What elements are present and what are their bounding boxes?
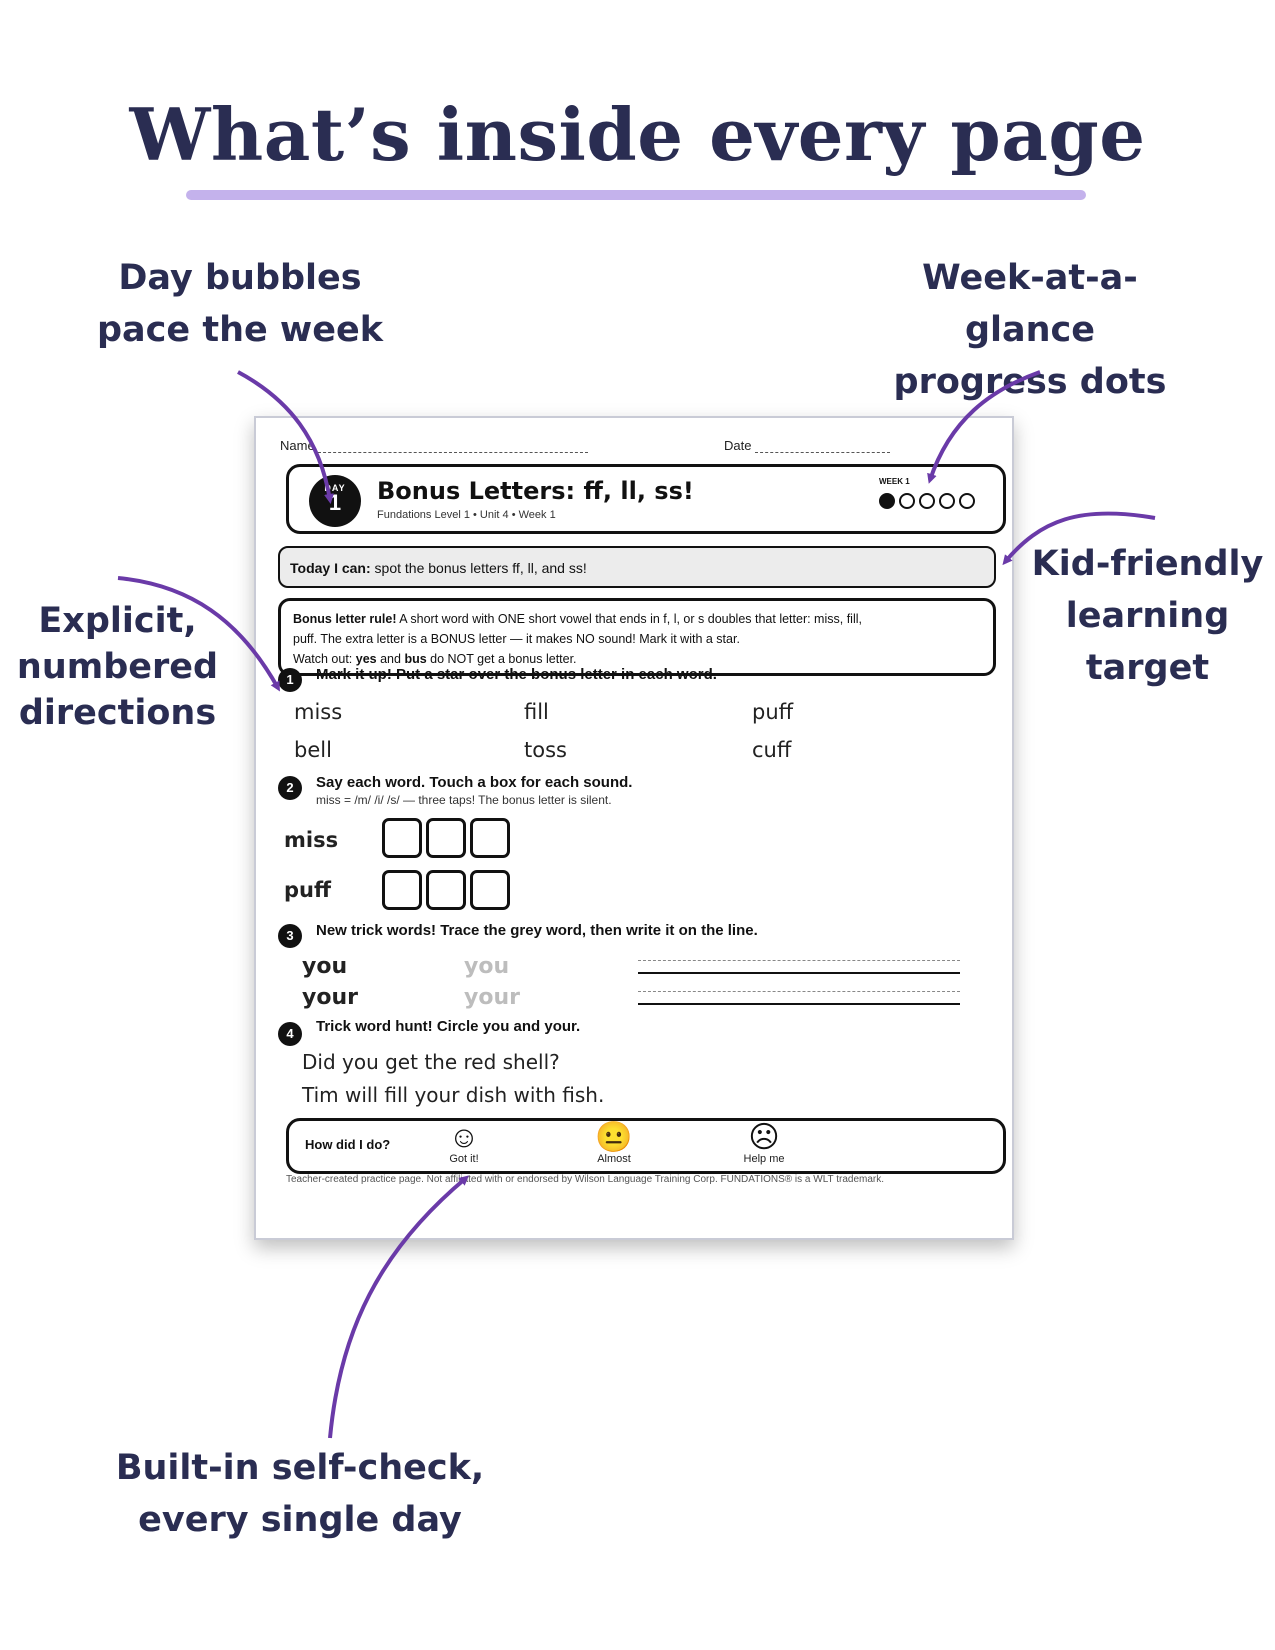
worksheet-subtitle: Fundations Level 1 • Unit 4 • Week 1 (377, 509, 556, 521)
word-item: puff (752, 700, 794, 724)
step-4-direction: Trick word hunt! Circle you and your. (316, 1018, 581, 1035)
rule-line-2: puff. The extra letter is a BONUS letter — it makes NO sound! Mark it with a star. (293, 632, 740, 646)
rule-word-bus: bus (404, 652, 427, 666)
day-label: DAY (324, 483, 346, 493)
step-2-note: miss = /m/ /i/ /s/ — three taps! The bonus letter is silent. (316, 793, 612, 807)
word-item: miss (294, 700, 343, 724)
trick-word: your (302, 985, 358, 1010)
option-label: Almost (597, 1153, 631, 1165)
step-number-2: 2 (278, 776, 302, 800)
step-number-4: 4 (278, 1022, 302, 1046)
worksheet-title: Bonus Letters: ff, ll, ss! (377, 477, 694, 505)
step-3-direction: New trick words! Trace the grey word, then write it on the line. (316, 922, 758, 939)
tap-word: puff (284, 878, 331, 902)
self-check-prompt: How did I do? (305, 1137, 391, 1152)
rule-lead: Bonus letter rule! (293, 612, 397, 626)
trick-word: you (302, 954, 348, 979)
callout-line: Explicit, (38, 601, 197, 641)
callout-line: pace the week (97, 310, 383, 350)
date-label: Date (724, 438, 752, 453)
callout-line: Built-in self-check, (115, 1448, 485, 1488)
step-number-3: 3 (278, 924, 302, 948)
callout-line: numbered (16, 647, 219, 687)
name-label: Name (280, 438, 315, 453)
day-number: 1 (328, 490, 342, 515)
tap-word: miss (284, 828, 339, 852)
word-item: bell (294, 738, 332, 762)
rule-text: do NOT get a bonus letter. (426, 652, 577, 666)
trace-word: your (464, 985, 520, 1010)
rule-text: Watch out: (293, 652, 356, 666)
hunt-sentence: Tim will fill your dish with fish. (302, 1083, 605, 1107)
callout-line: Kid-friendly (1031, 544, 1264, 584)
arrow-directions (118, 578, 278, 688)
goal-label: Today I can: (290, 560, 371, 576)
step-1-direction: Mark it up! Put a star over the bonus letter in each word. (316, 666, 717, 683)
arrow-progress-dots (930, 372, 1040, 480)
callout-line: directions (18, 693, 217, 733)
callout-line: progress dots (893, 362, 1167, 402)
word-item: fill (524, 700, 549, 724)
callout-line: every single day (138, 1500, 462, 1540)
goal-text: spot the bonus letters ff, ll, and ss! (370, 560, 587, 576)
word-item: toss (524, 738, 567, 762)
happy-face-icon: ☺ (448, 1121, 480, 1154)
neutral-face-icon: 😐 (595, 1121, 633, 1154)
word-item: cuff (752, 738, 792, 762)
arrow-learning-target (1005, 513, 1155, 562)
option-label: Got it! (449, 1153, 479, 1165)
hunt-sentence: Did you get the red shell? (302, 1050, 560, 1074)
callout-line: learning (1065, 596, 1230, 636)
callout-line: Day bubbles (118, 258, 362, 298)
week-label: WEEK 1 (879, 477, 910, 486)
worksheet-footer: Teacher-created practice page. Not affiliated with or endorsed by Wilson Language Training Corp. FUNDATIONS® is a WLT trademark. (286, 1174, 885, 1185)
page-headline: What’s inside every page (129, 92, 1146, 177)
arrow-day-bubbles (238, 372, 330, 500)
rule-text: A short word with ONE short vowel that ends in f, l, or s doubles that letter: miss, fill, (396, 612, 862, 626)
arrow-self-check (330, 1178, 466, 1438)
step-2-direction: Say each word. Touch a box for each sound. (316, 774, 633, 791)
rule-text: and (376, 652, 405, 666)
option-label: Help me (743, 1153, 785, 1165)
step-number-1: 1 (278, 668, 302, 692)
sad-face-icon: ☹ (748, 1121, 780, 1154)
rule-word-yes: yes (355, 652, 377, 666)
callout-line: Week-at-a-glance (922, 258, 1138, 350)
trace-word: you (464, 954, 510, 979)
callout-line: target (1085, 648, 1210, 688)
